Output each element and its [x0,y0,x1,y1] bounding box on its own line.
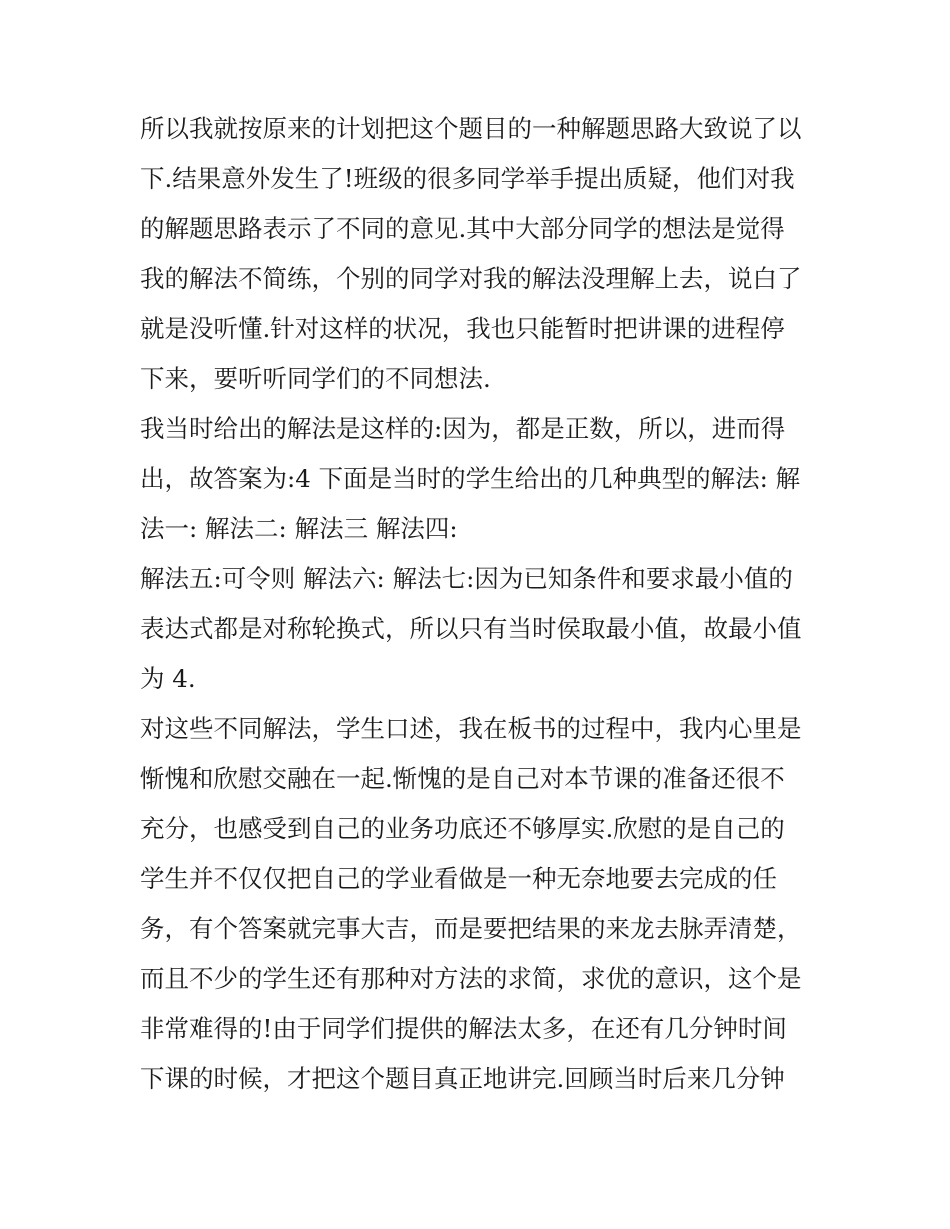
text-line: 出，故答案为:4 下面是当时的学生给出的几种典型的解法: 解 [140,464,801,493]
text-line: 下课的时候，才把这个题目真正地讲完.回顾当时后来几分钟 [140,1064,785,1093]
text-line: 非常难得的!由于同学们提供的解法太多，在还有几分钟时间 [140,1014,787,1043]
text-line: 惭愧和欣慰交融在一起.惭愧的是自己对本节课的准备还很不 [140,764,785,793]
text-line: 的解题思路表示了不同的意见.其中大部分同学的想法是觉得 [140,214,785,243]
text-line: 法一: 解法二: 解法三 解法四: [140,514,458,543]
text-line: 下来，要听听同学们的不同想法. [140,364,491,393]
document-body [140,104,815,1104]
text-line: 充分，也感受到自己的业务功底还不够厚实.欣慰的是自己的 [140,814,785,843]
text-line: 就是没听懂.针对这样的状况，我也只能暂时把讲课的进程停 [140,314,785,343]
text-line: 表达式都是对称轮换式，所以只有当时侯取最小值，故最小值 [140,614,802,643]
text-line: 我当时给出的解法是这样的:因为，都是正数，所以，进而得 [140,414,786,443]
text-line: 学生并不仅仅把自己的学业看做是一种无奈地要去完成的任 [140,864,777,893]
text-line: 对这些不同解法，学生口述，我在板书的过程中，我内心里是 [140,714,802,743]
text-line: 为 4. [140,664,196,693]
text-line: 务，有个答案就完事大吉，而是要把结果的来龙去脉弄清楚， [140,914,802,943]
text-line: 而且不少的学生还有那种对方法的求简，求优的意识，这个是 [140,964,802,993]
text-line: 解法五:可令则 解法六: 解法七:因为已知条件和要求最小值的 [140,564,793,593]
text-line: 所以我就按原来的计划把这个题目的一种解题思路大致说了以 [140,114,802,143]
text-line: 下.结果意外发生了!班级的很多同学举手提出质疑，他们对我 [140,164,795,193]
text-line: 我的解法不简练，个别的同学对我的解法没理解上去，说白了 [140,264,802,293]
